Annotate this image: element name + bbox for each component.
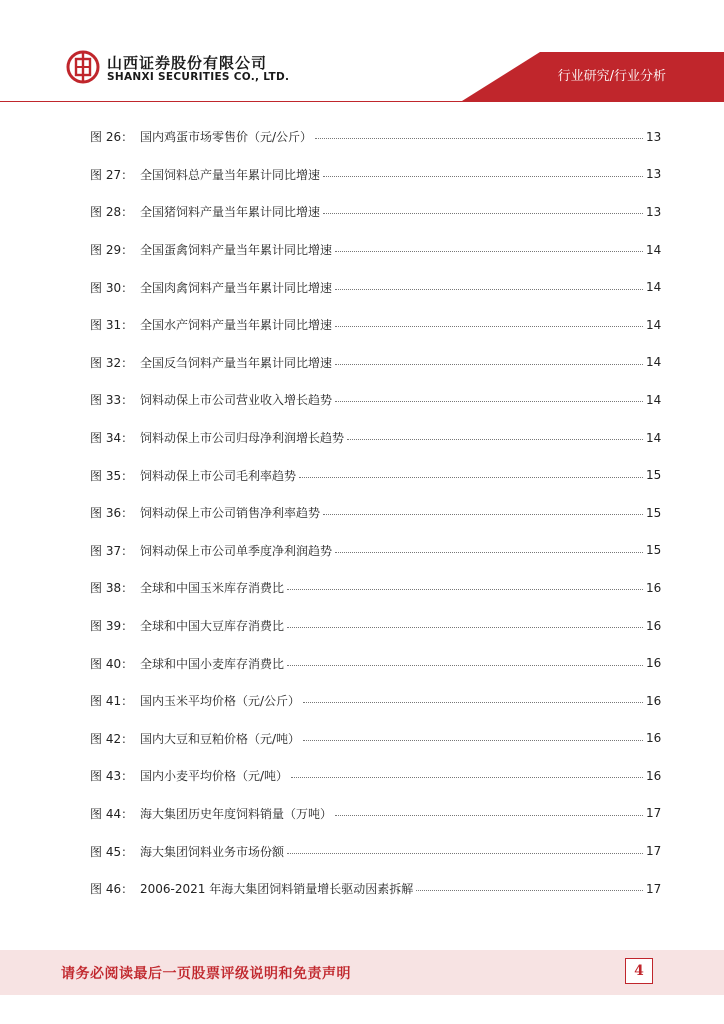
toc-entry-label: 图 29： xyxy=(90,243,134,258)
toc-dot-leader xyxy=(335,326,643,327)
toc-entry-label: 图 32： xyxy=(90,355,134,370)
toc-dot-leader xyxy=(323,176,643,177)
toc-entry-title: 海大集团饲料业务市场份额 xyxy=(140,844,285,859)
toc-entry-label: 图 42： xyxy=(90,731,134,746)
toc-entry-title: 2006-2021 年海大集团饲料销量增长驱动因素拆解 xyxy=(140,882,414,897)
toc-dot-leader xyxy=(303,740,643,741)
toc-entry[interactable] xyxy=(90,494,660,532)
toc-entry-label: 图 43： xyxy=(90,769,134,784)
toc-entry[interactable] xyxy=(90,118,660,156)
toc-entry-page: 13 xyxy=(646,129,662,144)
toc-dot-leader xyxy=(335,289,643,290)
toc-entry-label: 图 26： xyxy=(90,130,134,145)
toc-entry-title: 全球和中国小麦库存消费比 xyxy=(140,656,285,671)
page-number: 4 xyxy=(625,958,653,984)
toc-entry-label: 图 33： xyxy=(90,393,134,408)
toc-dot-leader xyxy=(323,213,643,214)
toc-entry-page: 14 xyxy=(646,392,662,407)
toc-entry[interactable] xyxy=(90,757,660,795)
toc-entry-title: 国内小麦平均价格（元/吨） xyxy=(140,769,289,784)
toc-entry[interactable] xyxy=(90,419,660,457)
toc-dot-leader xyxy=(287,853,643,854)
toc-entry-page: 13 xyxy=(646,167,662,182)
toc-entry-page: 14 xyxy=(646,430,662,445)
disclaimer-notice: 请务必阅读最后一页股票评级说明和免责声明 xyxy=(61,966,351,982)
toc-entry[interactable] xyxy=(90,569,660,607)
toc-entry-page: 17 xyxy=(646,881,662,896)
toc-entry[interactable] xyxy=(90,720,660,758)
toc-dot-leader xyxy=(416,890,643,891)
toc-dot-leader xyxy=(335,364,643,365)
toc-entry[interactable] xyxy=(90,870,660,908)
toc-entry[interactable] xyxy=(90,156,660,194)
toc-entry-page: 16 xyxy=(646,656,662,671)
toc-entry[interactable] xyxy=(90,832,660,870)
toc-entry-label: 图 41： xyxy=(90,694,134,709)
toc-entry-page: 16 xyxy=(646,693,662,708)
company-name-en: SHANXI SECURITIES CO., LTD. xyxy=(107,71,290,83)
toc-entry[interactable] xyxy=(90,532,660,570)
toc-entry-label: 图 37： xyxy=(90,543,134,558)
toc-entry-page: 15 xyxy=(646,505,662,520)
toc-entry-title: 全国反刍饲料产量当年累计同比增速 xyxy=(140,355,333,370)
toc-entry[interactable] xyxy=(90,682,660,720)
toc-entry-page: 17 xyxy=(646,806,662,821)
toc-entry-page: 14 xyxy=(646,280,662,295)
page-footer xyxy=(0,950,724,995)
toc-entry-label: 图 28： xyxy=(90,205,134,220)
toc-entry-page: 16 xyxy=(646,731,662,746)
toc-entry-title: 全国肉禽饲料产量当年累计同比增速 xyxy=(140,280,333,295)
toc-entry[interactable] xyxy=(90,193,660,231)
toc-entry-page: 13 xyxy=(646,204,662,219)
report-type-label: 行业研究/行业分析 xyxy=(557,69,666,84)
toc-entry-page: 14 xyxy=(646,317,662,332)
toc-dot-leader xyxy=(303,702,643,703)
toc-entry-title: 饲料动保上市公司单季度净利润趋势 xyxy=(140,543,333,558)
toc-dot-leader xyxy=(287,627,643,628)
shanxi-securities-logo-icon xyxy=(66,50,100,84)
toc-entry-label: 图 34： xyxy=(90,431,134,446)
company-name-cn: 山西证券股份有限公司 xyxy=(107,54,268,72)
toc-entry-title: 海大集团历史年度饲料销量（万吨） xyxy=(140,806,333,821)
toc-entry[interactable] xyxy=(90,795,660,833)
toc-dot-leader xyxy=(347,439,643,440)
toc-entry[interactable] xyxy=(90,644,660,682)
toc-entry-page: 14 xyxy=(646,355,662,370)
toc-entry-title: 全国蛋禽饲料产量当年累计同比增速 xyxy=(140,243,333,258)
toc-entry-page: 16 xyxy=(646,580,662,595)
toc-entry-label: 图 30： xyxy=(90,280,134,295)
toc-entry-title: 饲料动保上市公司归母净利润增长趋势 xyxy=(140,431,345,446)
toc-entry-label: 图 39： xyxy=(90,619,134,634)
toc-entry[interactable] xyxy=(90,268,660,306)
toc-entry-title: 国内玉米平均价格（元/公斤） xyxy=(140,694,301,709)
toc-dot-leader xyxy=(315,138,643,139)
toc-dot-leader xyxy=(335,251,643,252)
toc-entry-page: 17 xyxy=(646,844,662,859)
toc-entry[interactable] xyxy=(90,456,660,494)
toc-entry-label: 图 36： xyxy=(90,506,134,521)
header-red-band xyxy=(0,0,724,102)
toc-entry-title: 饲料动保上市公司毛利率趋势 xyxy=(140,468,297,483)
toc-entry-title: 饲料动保上市公司销售净利率趋势 xyxy=(140,506,321,521)
toc-entry-title: 全球和中国玉米库存消费比 xyxy=(140,581,285,596)
toc-entry[interactable] xyxy=(90,607,660,645)
toc-entry-title: 国内鸡蛋市场零售价（元/公斤） xyxy=(140,130,313,145)
toc-entry-label: 图 35： xyxy=(90,468,134,483)
toc-entry-label: 图 38： xyxy=(90,581,134,596)
toc-dot-leader xyxy=(335,552,643,553)
toc-entry-title: 全国水产饲料产量当年累计同比增速 xyxy=(140,318,333,333)
toc-entry-page: 15 xyxy=(646,543,662,558)
toc-entry[interactable] xyxy=(90,306,660,344)
toc-entry-title: 全国饲料总产量当年累计同比增速 xyxy=(140,167,321,182)
page-header xyxy=(0,0,724,102)
toc-entry-label: 图 44： xyxy=(90,806,134,821)
toc-entry-label: 图 45： xyxy=(90,844,134,859)
toc-entry-page: 16 xyxy=(646,768,662,783)
toc-dot-leader xyxy=(323,514,643,515)
toc-entry-label: 图 46： xyxy=(90,882,134,897)
toc-entry-label: 图 31： xyxy=(90,318,134,333)
toc-entry-title: 全球和中国大豆库存消费比 xyxy=(140,619,285,634)
toc-dot-leader xyxy=(335,401,643,402)
toc-entry-page: 14 xyxy=(646,242,662,257)
toc-entry-title: 全国猪饲料产量当年累计同比增速 xyxy=(140,205,321,220)
toc-entry-page: 16 xyxy=(646,618,662,633)
toc-dot-leader xyxy=(299,477,643,478)
toc-entry-title: 国内大豆和豆粕价格（元/吨） xyxy=(140,731,301,746)
toc-entry-page: 15 xyxy=(646,468,662,483)
toc-entry-label: 图 40： xyxy=(90,656,134,671)
toc-entry-title: 饲料动保上市公司营业收入增长趋势 xyxy=(140,393,333,408)
toc-dot-leader xyxy=(287,589,643,590)
toc-entry[interactable] xyxy=(90,231,660,269)
toc-dot-leader xyxy=(287,665,643,666)
toc-dot-leader xyxy=(291,777,643,778)
toc-dot-leader xyxy=(335,815,643,816)
figure-list xyxy=(90,118,660,907)
toc-entry[interactable] xyxy=(90,381,660,419)
toc-entry[interactable] xyxy=(90,344,660,382)
toc-entry-label: 图 27： xyxy=(90,167,134,182)
